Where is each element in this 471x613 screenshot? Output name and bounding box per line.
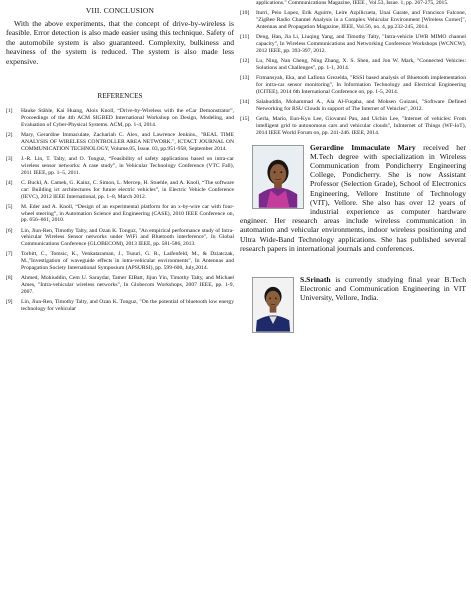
- reference-number: [7]: [6, 251, 13, 258]
- reference-number: [13]: [240, 74, 250, 81]
- reference-text: Lin, Jiun-Ren, Timothy Talty, and Ozan K. Tonguz, "On the potential of bluetooth low energy technology for vehicular: [21, 299, 234, 313]
- reference-item: [240, 116, 466, 137]
- reference-item: [6, 228, 234, 249]
- author-bio-text: received her M.Tech degree with specialization in Wireless Communication from Pondicherry Engineering College, Pondicherry. She is now Assistant Professor (Selection Grade), School of Electronics Engineering, Vellore Institute of Technology (VIT), Vellore. She also has over 12 years of industrial experience as computer hardware engineer. Her research areas include wireless communication in automation and vehicular environments, indoor wireless positioning and Ultra Wide-Band Technology applications. She has published several research papers in international journals and conferences.: [240, 142, 466, 253]
- reference-text: Deng, Han, Jia Li, Liuqing Yang, and Timothy Talty, "Intra-vehicle UWB MIMO channel capacity", In Wireless Communications and Networking Conference Workshops (WCNCW), 2012 IEEE, pp. 393-397, 2012.: [256, 34, 466, 54]
- reference-continuation: [240, 0, 466, 7]
- reference-item: [6, 132, 234, 153]
- references-heading: REFERENCES: [97, 92, 143, 101]
- reference-number: [9]: [6, 299, 13, 306]
- reference-item: [240, 75, 466, 96]
- conclusion-text: With the above experiments, that the concept of drive-by-wireless is feasible. Error detection is also made easier using this technique. Safety of the automobile system is also guaranteed. Complexity, bulkiness and heaviness of the system is reduced. The system is also made less expensive.: [6, 19, 234, 66]
- reference-number: [14]: [240, 98, 250, 105]
- reference-text: Ahmed, Mohiuddin, Cem U. Saraydar, Tamer ElBatt, Jijun Yin, Timothy Talty, and Michael Ames, "Intra-vehicular wireless networks", In Globecom Workshops, 2007 IEEE, pp. 1-9, 2007.: [21, 275, 234, 296]
- reference-number: [11]: [240, 34, 250, 40]
- reference-text: Lin, Jiun-Ren, Timothy Talty, and Ozan K. Tonguz, "An empirical performance study of Intra-vehicular Wireless Sensor networks under WiFi and Bluetooth interference", In Global Communications Conference (GLOBECOM), 2013 IEEE, pp. 581-586, 2013.: [21, 227, 234, 248]
- reference-item: [6, 156, 234, 177]
- reference-number: [10]: [240, 10, 250, 17]
- reference-item: [6, 108, 234, 129]
- reference-number: [8]: [6, 275, 13, 282]
- author-bio-mary: [240, 143, 466, 253]
- reference-item: [6, 251, 234, 272]
- reference-number: [2]: [6, 131, 13, 138]
- reference-text: M. Eder and A. Knoll, “Design of an experimental platform for an x-by-wire car with four-wheel steering”, in Automation Science and Engineering (CASE), 2010 IEEE Conference on, pp. 656–661, 2010.: [21, 203, 234, 224]
- reference-text: C. Buckl, A. Camek, G. Kainz, C. Simon, L. Mercep, H. Stuehle, and A. Knoll, “The software car: Building ict architectures for future electric vehicles”, in Electric Vehicle Conference (IEVC), 2012 IEEE International, pp. 1–8, March 2012.: [21, 179, 234, 200]
- reference-text: J.-R. Lin, T. Talty, and O. Tonguz, “Feasibility of safety applications based on intra-car wireless sensor networks: A case study”, in Vehicular Technology Conference (VTC Fall), 2011 IEEE, pp. 1–5, 2011.: [21, 155, 234, 176]
- reference-text: Torbitt, C., Tomsic, K., Venkataraman, J., Tsouri, G. R., Laifenfeld, M., & Dziatczak, M.,"Investigation of waveguide effects in intra-vehicular environments", In Antennas and Propagation Society International Symposium (APSURSI), pp. 599-600, July,2014.: [21, 251, 234, 272]
- reference-item: [240, 58, 466, 72]
- reference-number: [4]: [6, 179, 13, 186]
- reference-text: Hauke Stähle, Kai Huang, Alois Knoll, “Drive-by-Wireless with the eCar Demonstrator”, Proceedings of the 4th ACM SIGBED International Workshop on Design, Modeling, and Evaluation of Cyber-Physical Systems. ACM, pp. 1-4, 2014.: [21, 108, 234, 128]
- reference-text: Salahuddin, Mohammad A., Ala Al-Fuqaha, and Mohsen Guizani, "Software Defined Networking for RSU Clouds in support of The Internet of Vehicles", 2012.: [256, 98, 466, 112]
- reference-number: [6]: [6, 227, 13, 234]
- reference-number: [5]: [6, 203, 13, 210]
- reference-text: applications." Communications Magazine, IEEE , Vol.53, Issue. 1, pp. 267-275, 2015.: [256, 0, 449, 6]
- reference-text: Mary, Gerardine Immaculate, Zachariah C. Alex, and Lawrence Jenkins., "REAL TIME ANALYSIS OF WIRELESS CONTROLLER AREA NETWORK.", ICTACT JOURNAL ON COMMUNICATION TECHNOLOGY, Volume.05, Issue. 03, pp.951-958, September 2014.: [21, 131, 234, 152]
- reference-text: Iturri, Peio Lopez, Erik Aguirre, Leire Azpilicueta, Unai Garate, and Francisco Falcone, "ZigBee Radio Channel Analysis in a Complex Vehicular Environment [Wireless Corner]", Antennas and Propagation Magazine, IEEE, Vol.56, no. 4, pp.232-245, 2014.: [256, 10, 466, 30]
- right-column: [240, 0, 466, 335]
- reference-number: [1]: [6, 108, 13, 115]
- reference-text: Lu, Ning, Nan Cheng, Ning Zhang, X. S. Shen, and Jon W. Mark, "Connected Vehicles: Solutions and Challenges", pp. 1-1, 2014.: [256, 57, 466, 71]
- reference-text: Firmansyah, Eka, and Lafiona Grezelda, "RSSI based analysis of Bluetooth implementation for intra-car sensor monitoring", In Information Technology and Electrical Engineering (ICITEE), 2014 6th International Conference on, pp. 1-5, 2014.: [256, 74, 466, 95]
- reference-item: [6, 275, 234, 296]
- reference-number: [12]: [240, 57, 250, 64]
- reference-text: Gerla, Mario, Eun-Kyu Lee, Giovanni Pau, and Uichin Lee, "Internet of vehicles: From intelligent grid to autonomous cars and vehicular clouds", InInternet of Things (WF-IoT), 2014 IEEE World Forum on, pp. 241-246. IEEE, 2014.: [256, 115, 466, 136]
- references-list-left: [6, 108, 234, 313]
- reference-item: [240, 34, 466, 55]
- reference-item: [6, 204, 234, 225]
- reference-item: [6, 299, 234, 313]
- left-column: [6, 0, 234, 316]
- reference-item: [240, 99, 466, 113]
- reference-item: [240, 10, 466, 31]
- author-name: S.Srinath: [300, 274, 331, 284]
- author-bio-srinath: [240, 275, 466, 335]
- reference-number: [3]: [6, 155, 13, 162]
- author-photo-srinath: [252, 277, 294, 333]
- conclusion-heading: VIII. CONCLUSION: [85, 6, 155, 15]
- author-name: Gerardine Immaculate Mary: [310, 142, 416, 152]
- reference-number: [15]: [240, 115, 250, 122]
- reference-item: [6, 180, 234, 201]
- author-photo-mary: [252, 145, 304, 209]
- author-bio-text: is currently studying final year B.Tech Electronic and Communication Engineering in VIT University, Vellore, India.: [300, 274, 466, 303]
